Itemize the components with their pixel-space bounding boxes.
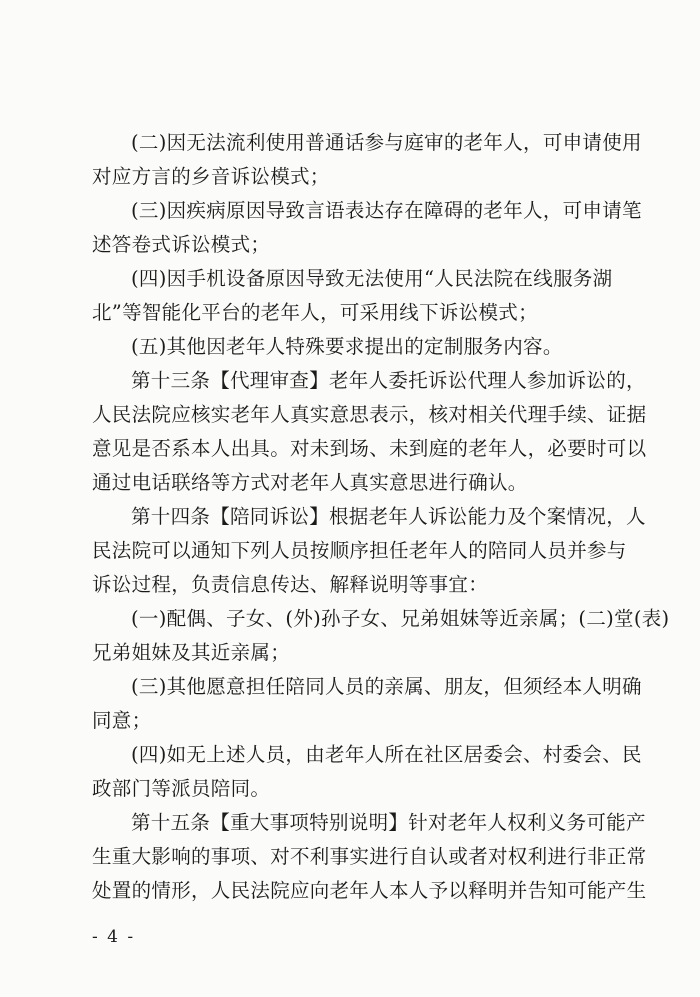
text-line: 生重大影响的事项、对不利事实进行自认或者对权利进行非正常 bbox=[92, 845, 647, 868]
text-line: 意见是否系本人出具。对未到场、未到庭的老年人，必要时可以 bbox=[92, 437, 647, 460]
text-line: (五)其他因老年人特殊要求提出的定制服务内容。 bbox=[131, 335, 563, 358]
text-line: 兄弟姐妹及其近亲属； bbox=[92, 641, 291, 664]
text-line: (三)其他愿意担任陪同人员的亲属、朋友，但须经本人明确 bbox=[131, 675, 642, 698]
text-line: 北”等智能化平台的老年人，可采用线下诉讼模式； bbox=[92, 301, 538, 324]
text-line: 第十三条【代理审查】老年人委托诉讼代理人参加诉讼的， bbox=[131, 369, 646, 392]
text-line: 第十四条【陪同诉讼】根据老年人诉讼能力及个案情况，人 bbox=[131, 505, 646, 528]
text-line: 对应方言的乡音诉讼模式； bbox=[92, 165, 330, 188]
page-number: - 4 - bbox=[92, 927, 136, 947]
text-line: 第十五条【重大事项特别说明】针对老年人权利义务可能产 bbox=[131, 811, 646, 834]
text-line: (二)因无法流利使用普通话参与庭审的老年人，可申请使用 bbox=[131, 131, 642, 154]
text-line: 述答卷式诉讼模式； bbox=[92, 233, 271, 256]
text-line: (三)因疾病原因导致言语表达存在障碍的老年人，可申请笔 bbox=[131, 199, 642, 222]
text-line: 民法院可以通知下列人员按顺序担任老年人的陪同人员并参与 bbox=[92, 539, 627, 562]
text-line: 人民法院应核实老年人真实意思表示，核对相关代理手续、证据 bbox=[92, 403, 647, 426]
text-line: 处置的情形，人民法院应向老年人本人予以释明并告知可能产生 bbox=[92, 879, 647, 902]
text-line: 同意； bbox=[92, 709, 152, 732]
text-line: (四)因手机设备原因导致无法使用“人民法院在线服务湖 bbox=[131, 267, 613, 290]
text-line: 诉讼过程，负责信息传达、解释说明等事宜： bbox=[92, 573, 489, 596]
text-line: 通过电话联络等方式对老年人真实意思进行确认。 bbox=[92, 471, 528, 494]
text-line: (四)如无上述人员，由老年人所在社区居委会、村委会、民 bbox=[131, 743, 642, 766]
document-body bbox=[92, 126, 670, 908]
text-line: (一)配偶、子女、(外)孙子女、兄弟姐妹等近亲属；(二)堂(表) bbox=[131, 607, 670, 630]
text-line: 政部门等派员陪同。 bbox=[92, 777, 271, 800]
